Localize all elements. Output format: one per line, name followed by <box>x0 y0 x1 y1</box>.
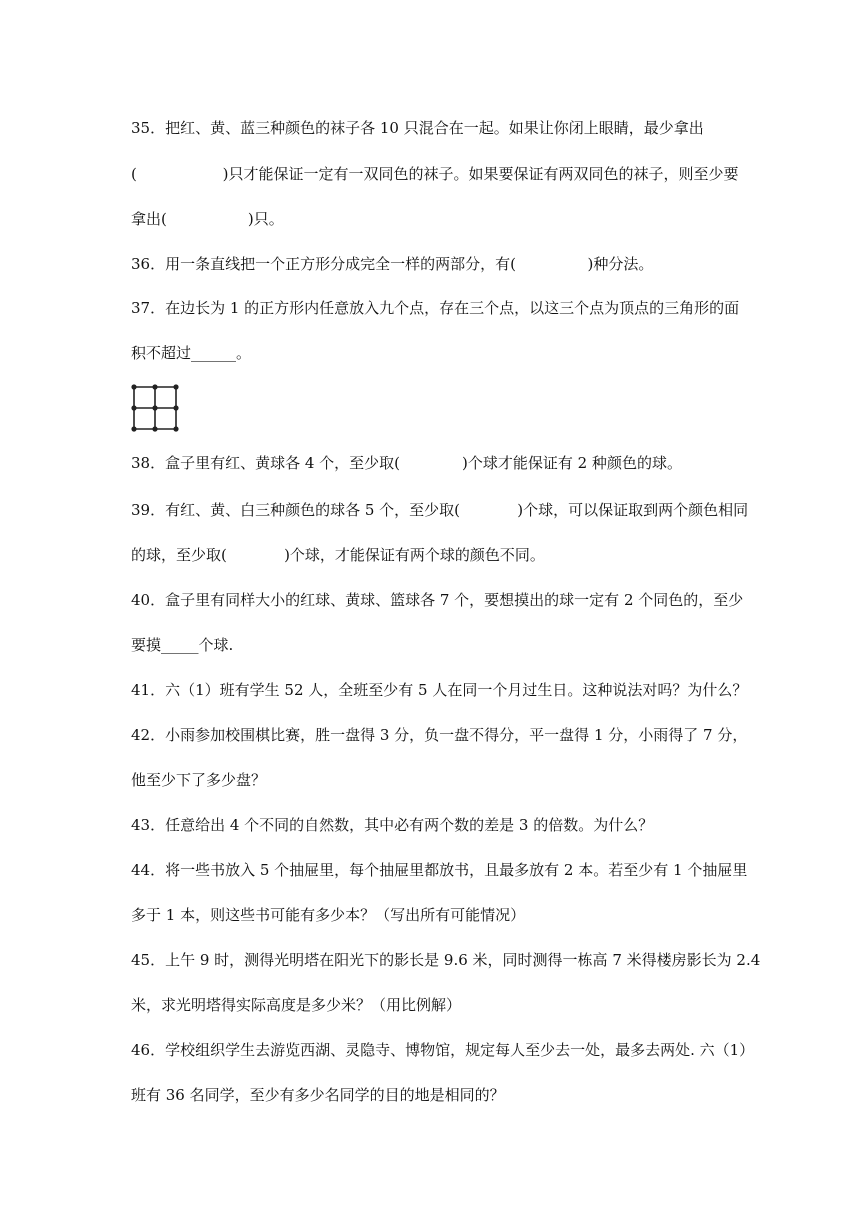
question-39-line-2: 的球，至少取( )个球，才能保证有两个球的颜色不同。 <box>131 546 545 564</box>
question-35-line-3: 拿出( )只。 <box>131 210 284 228</box>
question-46-line-2: 班有 36 名同学，至少有多少名同学的目的地是相同的？ <box>131 1086 505 1104</box>
question-46-line-1: 46．学校组织学生去游览西湖、灵隐寺、博物馆，规定每人至少去一处，最多去两处. 六（1） <box>131 1041 755 1059</box>
question-37-line-1: 37．在边长为 1 的正方形内任意放入九个点，存在三个点，以这三个点为顶点的三角形的面 <box>131 299 740 317</box>
question-35-line-1: 35．把红、黄、蓝三种颜色的袜子各 10 只混合在一起。如果让你闭上眼睛，最少拿出 <box>131 119 704 137</box>
question-39-line-1: 39．有红、黄、白三种颜色的球各 5 个，至少取( )个球，可以保证取到两个颜色相同 <box>131 501 749 519</box>
question-40-line-2: 要摸_____个球. <box>131 636 234 654</box>
question-36-line-1: 36．用一条直线把一个正方形分成完全一样的两部分，有( )种分法。 <box>131 255 654 273</box>
question-45-line-1: 45．上午 9 时，测得光明塔在阳光下的影长是 9.6 米，同时测得一栋高 7 米得楼房影长为 2.4 <box>131 951 761 969</box>
question-40-line-1: 40．盒子里有同样大小的红球、黄球、篮球各 7 个，要想摸出的球一定有 2 个同色的，至少 <box>131 591 744 609</box>
question-41-line-1: 41．六（1）班有学生 52 人，全班至少有 5 人在同一个月过生日。这种说法对吗？为什么？ <box>131 681 748 699</box>
question-43-line-1: 43．任意给出 4 个不同的自然数，其中必有两个数的差是 3 的倍数。为什么？ <box>131 816 654 834</box>
question-45-line-2: 米，求光明塔得实际高度是多少米？（用比例解） <box>131 996 462 1014</box>
question-38-line-1: 38．盒子里有红、黄球各 4 个，至少取( )个球才能保证有 2 种颜色的球。 <box>131 454 682 472</box>
nine-dot-grid-figure <box>131 384 179 432</box>
question-42-line-1: 42．小雨参加校围棋比赛，胜一盘得 3 分，负一盘不得分，平一盘得 1 分，小雨得了 7 分， <box>131 726 748 744</box>
question-44-line-2: 多于 1 本，则这些书可能有多少本？（写出所有可能情况） <box>131 906 526 924</box>
question-44-line-1: 44．将一些书放入 5 个抽屉里，每个抽屉里都放书，且最多放有 2 本。若至少有 1 个抽屉里 <box>131 861 748 879</box>
question-35-line-2: ( )只才能保证一定有一双同色的袜子。如果要保证有两双同色的袜子，则至少要 <box>131 165 739 183</box>
question-42-line-2: 他至少下了多少盘？ <box>131 771 267 789</box>
question-37-line-2: 积不超过______。 <box>131 344 252 362</box>
